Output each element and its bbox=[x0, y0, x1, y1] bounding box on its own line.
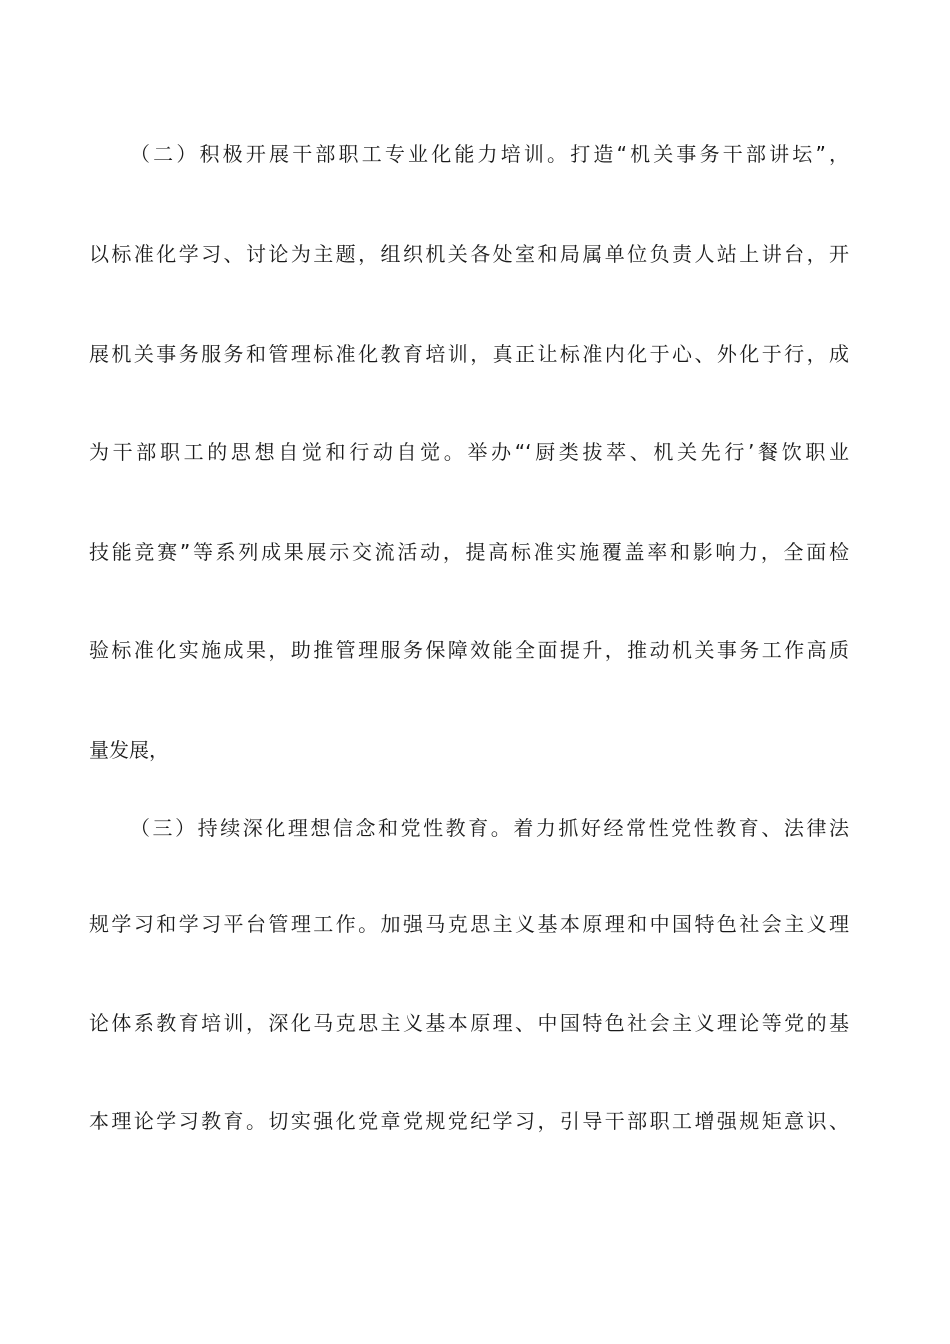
paragraph-3-line-4: 本理论学习教育。切实强化党章党规党纪学习，引导干部职工增强规矩意识、 bbox=[89, 1109, 849, 1133]
paragraph-2-line-1: （二）积极开展干部职工专业化能力培训。打造“机关事务干部讲坛”， bbox=[130, 142, 849, 166]
paragraph-2-line-7: 量发展， bbox=[89, 738, 169, 762]
paragraph-3-line-3: 论体系教育培训，深化马克思主义基本原理、中国特色社会主义理论等党的基 bbox=[89, 1011, 849, 1035]
paragraph-2-line-2: 以标准化学习、讨论为主题，组织机关各处室和局属单位负责人站上讲台，开 bbox=[89, 242, 849, 266]
paragraph-2-line-6: 验标准化实施成果，助推管理服务保障效能全面提升，推动机关事务工作高质 bbox=[89, 638, 849, 662]
paragraph-2-line-3: 展机关事务服务和管理标准化教育培训，真正让标准内化于心、外化于行，成 bbox=[89, 342, 849, 366]
paragraph-2-line-4: 为干部职工的思想自觉和行动自觉。举办“‘厨类拔萃、机关先行’餐饮职业 bbox=[89, 440, 849, 464]
paragraph-2-line-5: 技能竞赛”等系列成果展示交流活动，提高标准实施覆盖率和影响力，全面检 bbox=[89, 540, 849, 564]
paragraph-3-line-1: （三）持续深化理想信念和党性教育。着力抓好经常性党性教育、法律法 bbox=[130, 816, 849, 840]
paragraph-3-line-2: 规学习和学习平台管理工作。加强马克思主义基本原理和中国特色社会主义理 bbox=[89, 912, 849, 936]
